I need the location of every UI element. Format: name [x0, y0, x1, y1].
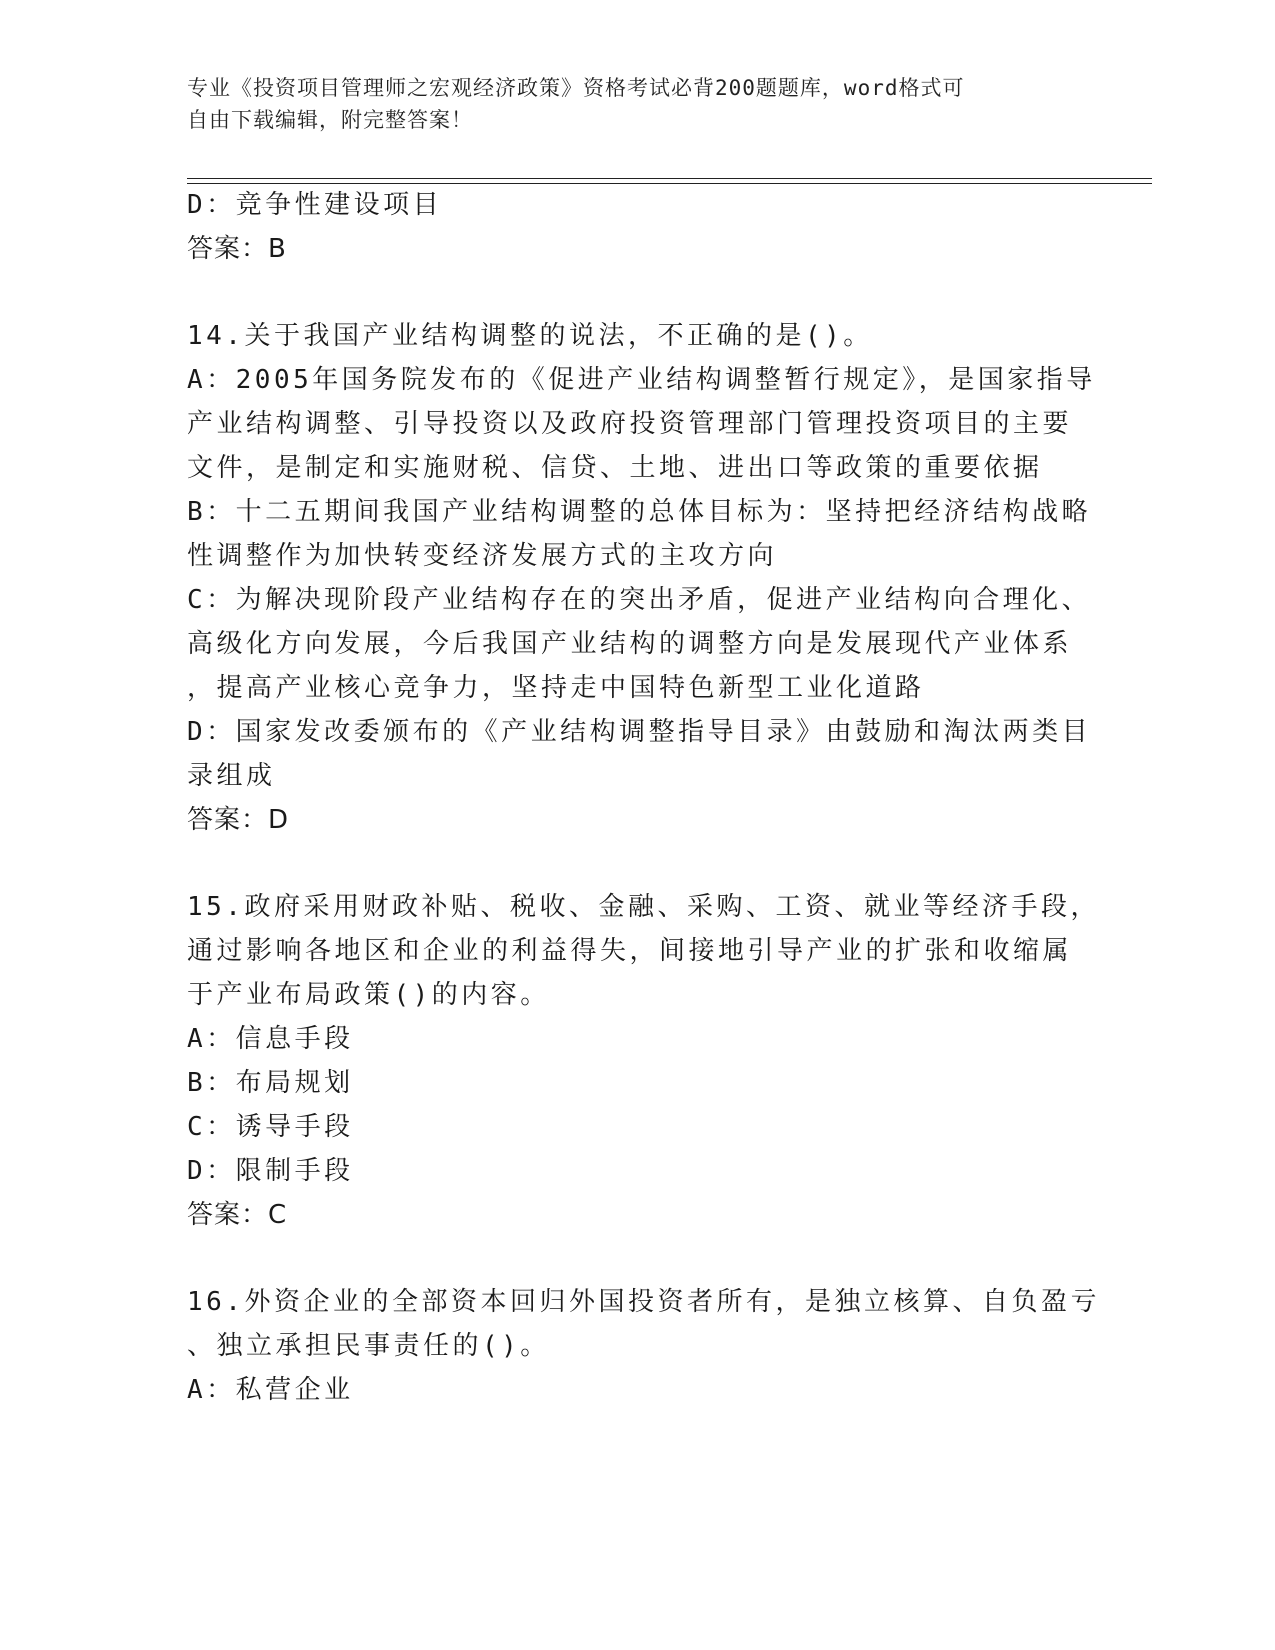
q16-option-a: A：私营企业 — [187, 1375, 354, 1405]
page-header — [187, 72, 1087, 136]
q14-option-a-line-2: 产业结构调整、引导投资以及政府投资管理部门管理投资项目的主要 — [187, 409, 1073, 439]
q16-stem-line-2: 、独立承担民事责任的()。 — [187, 1331, 550, 1361]
q15-stem-line-2: 通过影响各地区和企业的利益得失，间接地引导产业的扩张和收缩属 — [187, 936, 1073, 966]
q15-option-d: D：限制手段 — [187, 1156, 354, 1186]
header-line-2: 自由下载编辑，附完整答案！ — [187, 108, 473, 132]
q16-stem-line-1: 16.外资企业的全部资本回归外国投资者所有，是独立核算、自负盈亏 — [187, 1287, 1100, 1317]
q14-answer: 答案：D — [187, 805, 290, 835]
q14-option-c-line-3: ，提高产业核心竞争力，坚持走中国特色新型工业化道路 — [187, 673, 925, 703]
q15-option-c: C：诱导手段 — [187, 1112, 354, 1142]
q14-option-a-line-3: 文件，是制定和实施财税、信贷、土地、进出口等政策的重要依据 — [187, 453, 1043, 483]
q14-option-c-line-2: 高级化方向发展，今后我国产业结构的调整方向是发展现代产业体系 — [187, 629, 1073, 659]
q14-option-d-line-1: D：国家发改委颁布的《产业结构调整指导目录》由鼓励和淘汰两类目 — [187, 717, 1092, 747]
header-line-1: 专业《投资项目管理师之宏观经济政策》资格考试必背200题题库，word格式可 — [187, 76, 965, 100]
header-divider-top — [187, 178, 1152, 179]
q13-answer: 答案：B — [187, 234, 287, 264]
q14-option-d-line-2: 录组成 — [187, 761, 276, 791]
q14-option-b-line-1: B：十二五期间我国产业结构调整的总体目标为：坚持把经济结构战略 — [187, 497, 1092, 527]
q14-option-c-line-1: C：为解决现阶段产业结构存在的突出矛盾，促进产业结构向合理化、 — [187, 585, 1092, 615]
q14-stem: 14.关于我国产业结构调整的说法，不正确的是()。 — [187, 321, 873, 351]
q15-option-a: A：信息手段 — [187, 1024, 354, 1054]
q15-option-b: B：布局规划 — [187, 1068, 354, 1098]
q14-option-a-line-1: A：2005年国务院发布的《促进产业结构调整暂行规定》，是国家指导 — [187, 365, 1096, 395]
header-divider-bottom — [187, 183, 1152, 184]
q14-option-b-line-2: 性调整作为加快转变经济发展方式的主攻方向 — [187, 541, 778, 571]
q15-answer: 答案：C — [187, 1200, 288, 1230]
q15-stem-line-1: 15.政府采用财政补贴、税收、金融、采购、工资、就业等经济手段， — [187, 892, 1100, 922]
q15-stem-line-3: 于产业布局政策()的内容。 — [187, 980, 550, 1010]
q13-option-d: D：竞争性建设项目 — [187, 190, 443, 220]
